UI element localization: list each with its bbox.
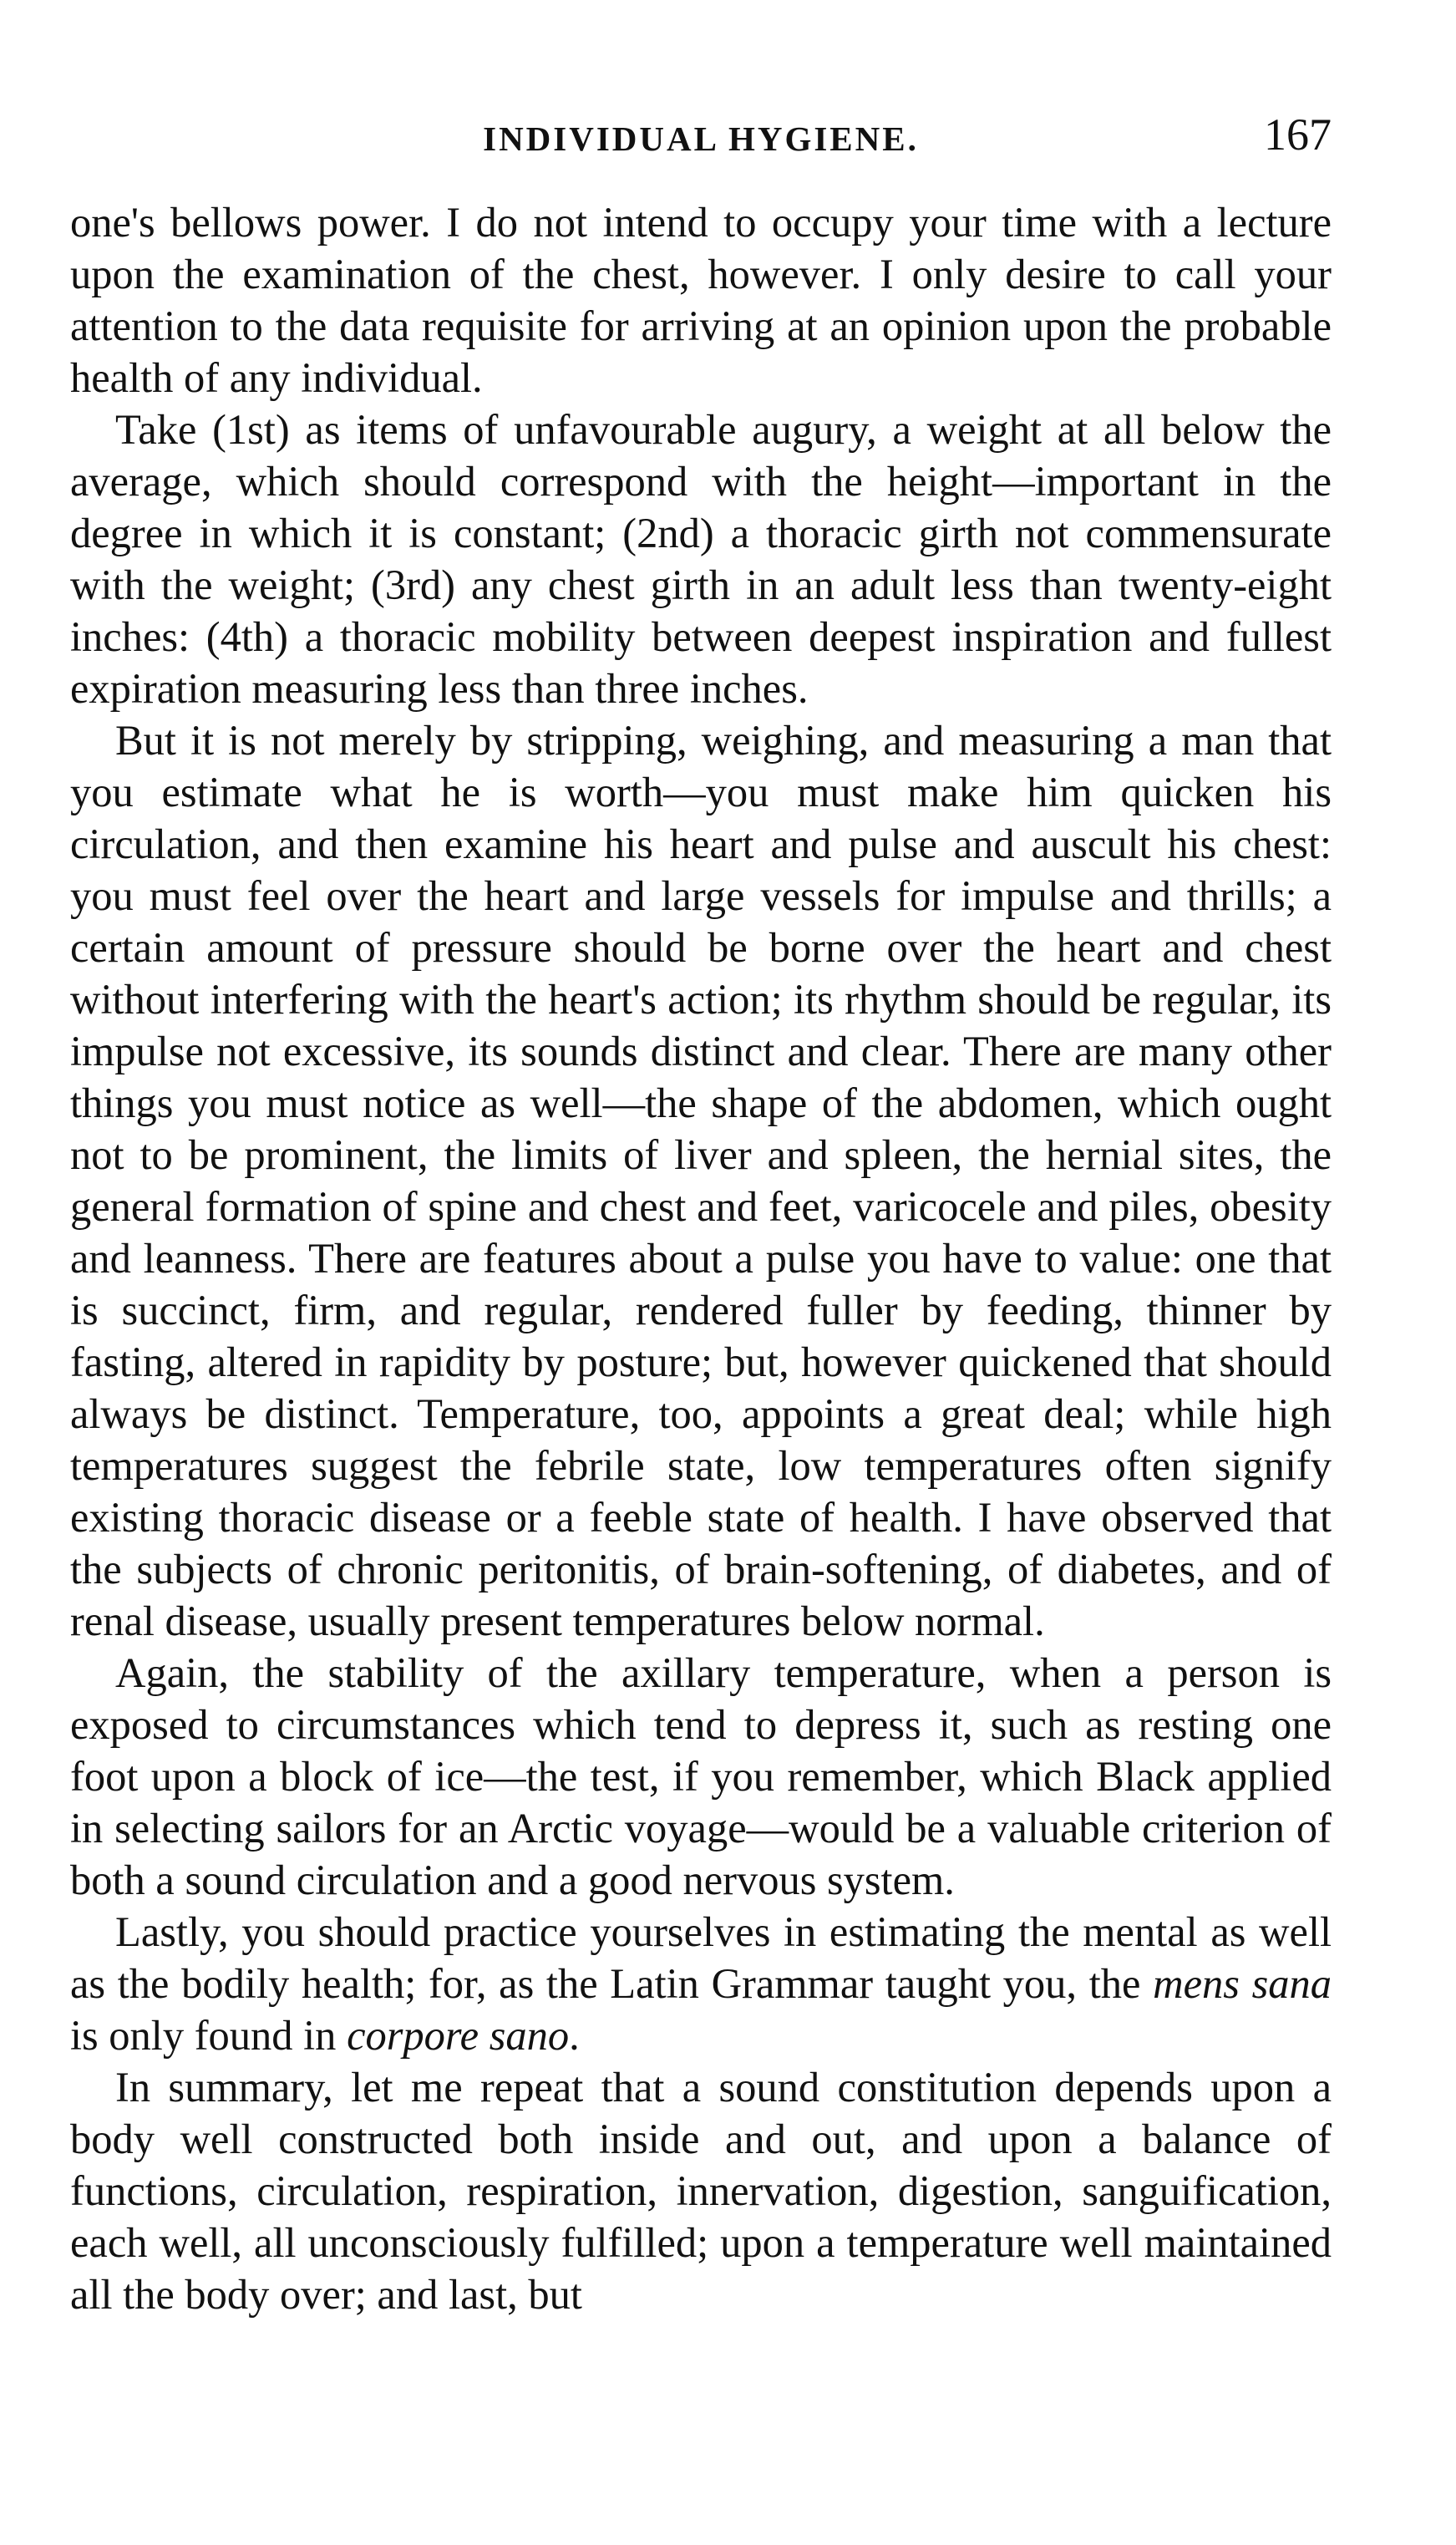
paragraph-continuation: one's bellows power. I do not intend to occupy your time with a lecture upon the examination of the chest, however. I only desire to call your attention to the data requisite for arriving at an opinion upon the probable health of any individual. [70, 199, 1332, 401]
book-page [70, 100, 1332, 2320]
paragraph-mental-health-middle: is only found in [70, 2012, 348, 2059]
paragraph-mental-health-end: . [569, 2012, 580, 2059]
paragraph-unfavourable-augury: Take (1st) as items of unfavourable augury, a weight at all below the average, which should correspond with the height—important in the degree in which it is constant; (2nd) a thoracic girth not commensurate with the weight; (3rd) any chest girth in an adult less than twenty-eight inches: (4th) a thoracic mobility between deepest inspiration and fullest expiration measuring less than three inches. [70, 406, 1332, 712]
running-title: INDIVIDUAL HYGIENE. [483, 119, 919, 158]
latin-phrase-corpore-sano: corpore sano [347, 2012, 570, 2059]
body-text [70, 196, 1332, 2320]
page-number: 167 [1264, 109, 1332, 160]
paragraph-mental-health-text: Lastly, you should practice yourselves in estimating the mental as well as the bodily health; for, as the Latin Grammar taught you, the [70, 1908, 1332, 2007]
paragraph-mental-health [70, 1906, 1332, 2061]
paragraph-summary: In summary, let me repeat that a sound constitution depends upon a body well constructed both inside and out, and upon a balance of functions, circulation, respiration, innervation, digestion, sanguification, each well, all unconsciously fulfilled; upon a temperature well maintained all the body over; and last, but [70, 2064, 1332, 2318]
paragraph-examination: But it is not merely by stripping, weighing, and measuring a man that you estimate what he is worth—you must make him quicken his circulation, and then examine his heart and pulse and auscult his chest: you must feel over the heart and large vessels for impulse and thrills; a certain amount of pressure should be borne over the heart and chest without interfering with the heart's action; its rhythm should be regular, its impulse not excessive, its sounds distinct and clear. There are many other things you must notice as well—the shape of the abdomen, which ought not to be prominent, the limits of liver and spleen, the hernial sites, the general formation of spine and chest and feet, varicocele and piles, obesity and leanness. There are features about a pulse you have to value: one that is succinct, firm, and regular, rendered fuller by feeding, thinner by fasting, altered in rapidity by posture; but, however quickened that should always be distinct. Temperature, too, appoints a great deal; while high temperatures suggest the febrile state, low temperatures often signify existing thoracic disease or a feeble state of health. I have observed that the subjects of chronic peritonitis, of brain-softening, of diabetes, and of renal disease, usually present temperatures below normal. [70, 717, 1332, 1644]
latin-phrase-mens-sana: mens sana [1153, 1960, 1332, 2007]
paragraph-axillary-temperature: Again, the stability of the axillary temperature, when a person is exposed to circumstances which tend to depress it, such as resting one foot upon a block of ice—the test, if you remember, which Black applied in selecting sailors for an Arctic voyage—would be a valuable criterion of both a sound circulation and a good nervous system. [70, 1649, 1332, 1903]
running-head [70, 100, 1332, 175]
